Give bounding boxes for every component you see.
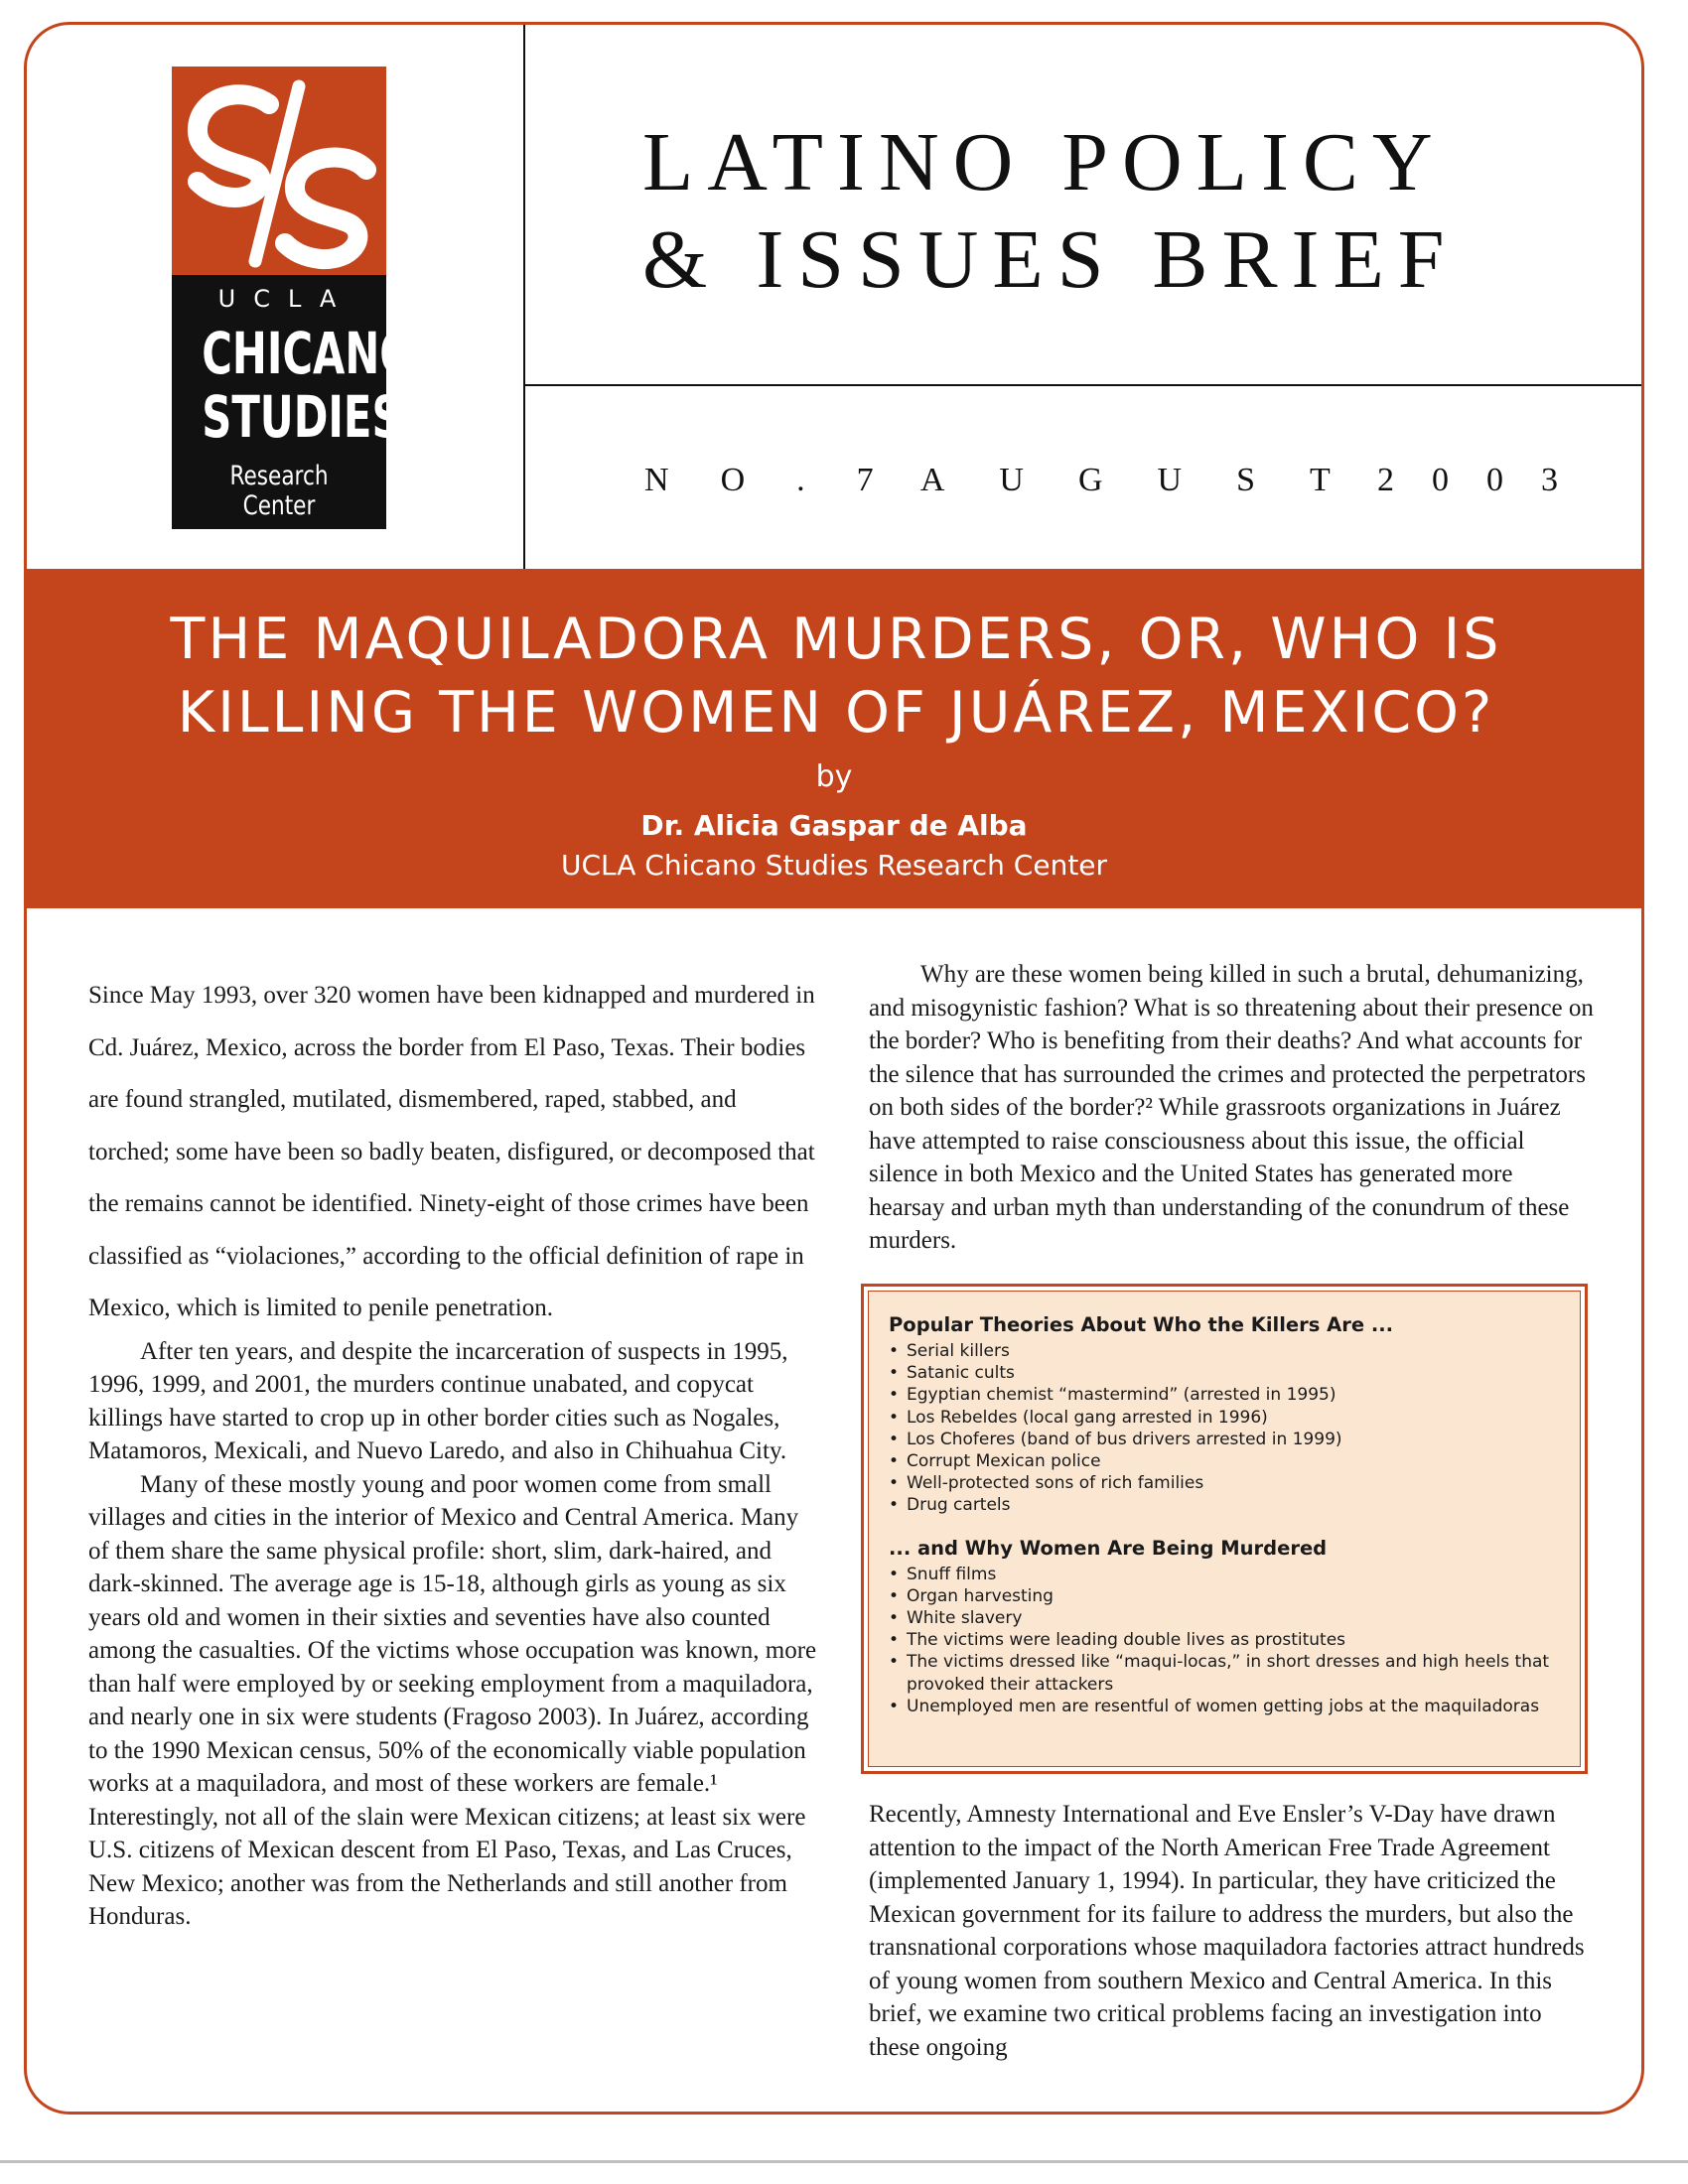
issue-year <box>1377 462 1558 499</box>
issue-char: U <box>1157 462 1183 498</box>
csrc-logo <box>172 67 415 529</box>
masthead-vertical-rule <box>523 25 525 569</box>
issue-char: 0 <box>1485 462 1503 498</box>
issue-number <box>644 462 874 499</box>
issue-char: U <box>999 462 1024 498</box>
publication-title-line2: & ISSUES BRIEF <box>642 213 1459 306</box>
body-paragraph: Why are these women being killed in such a brutal, dehumanizing, and misogynistic fashion? What is so threatening about their presence on the border? Who is benefiting from their deaths? And what accounts for the silence that has surrounded the crimes and protected the perpetrators on both sides of the border?² While grassroots organizations in Juárez have attempted to raise consciousness about this issue, the official silence in both Mexico and the United States has generated more hearsay and urban myth than understanding of the conundrum of these murders. <box>869 961 1594 1254</box>
issue-char: S <box>1236 462 1255 498</box>
body-paragraph: Many of these mostly young and poor women come from small villages and cities in the interior of Mexico and Central America. Many of them share the same physical profile: short, slim, dark-haired, and dark-skinned. The average age is 15-18, although girls as young as six years old and women in their sixties and seventies have also counted among the casualties. Of the victims whose occupation was known, more than half were employed by or seeking employment from a maquiladora, and nearly one in six were students (Fragoso 2003). In Juárez, according to the 1990 Mexican census, 50% of the economically viable population works at a maquiladora, and most of these workers are female.¹ Interestingly, not all of the slain were Mexican citizens; at least six were U.S. citizens of Mexican descent from El Paso, Texas, and Las Cruces, New Mexico; another was from the Netherlands and still another from Honduras. <box>88 1470 817 1930</box>
masthead <box>27 25 1641 569</box>
issue-month <box>920 462 1331 499</box>
body-paragraph: After ten years, and despite the incarceration of suspects in 1995, 1996, 1999, and 2001, the murders continue unabated, and copycat killings have started to crop up in other border cities such as Nogales, Matamoros, Mexicali, and Nuevo Laredo, and also in Chihuahua City. <box>88 1337 788 1464</box>
page-frame <box>24 22 1644 2115</box>
author-affiliation: UCLA Chicano Studies Research Center <box>560 849 1108 882</box>
article-title-line1: THE MAQUILADORA MURDERS, OR, WHO IS <box>170 607 1502 672</box>
theories-list <box>889 1340 1558 1517</box>
issue-char: T <box>1310 462 1331 498</box>
list-item: • The victims were leading double lives as prostitutes <box>889 1629 1558 1651</box>
logo-research-center: Research Center <box>229 461 329 521</box>
issue-char: N <box>644 462 669 498</box>
right-column-bottom <box>869 1798 1594 2064</box>
list-item: • The victims dressed like “maqui-locas,” in short dresses and high heels that provoked their attackers <box>889 1651 1558 1695</box>
sidebar-content <box>868 1291 1581 1767</box>
byline: by <box>815 759 853 794</box>
publication-title <box>642 114 1556 309</box>
sidebar-heading-reasons: ... and Why Women Are Being Murdered <box>889 1536 1328 1560</box>
logo-mark <box>172 67 386 275</box>
issue-line <box>644 462 1558 499</box>
issue-char: 0 <box>1431 462 1449 498</box>
sidebar-heading-killers: Popular Theories About Who the Killers Are ... <box>889 1313 1394 1336</box>
issue-char: O <box>720 462 746 498</box>
article-title-banner <box>27 569 1641 908</box>
body-paragraph: Recently, Amnesty International and Eve Ensler’s V-Day have drawn attention to the impact of the North American Free Trade Agreement (implemented January 1, 1994). In particular, they have criticized the Mexican government for its failure to address the murders, but also the transnational corporations whose maquiladora factories attract hundreds of young women from southern Mexico and Central America. In this brief, we examine two critical problems facing an investigation into these ongoing <box>869 1801 1585 2061</box>
issue-char: 2 <box>1376 462 1394 498</box>
list-item: • Los Rebeldes (local gang arrested in 1996) <box>889 1407 1558 1429</box>
list-item: • Organ harvesting <box>889 1585 1558 1607</box>
list-item: • Unemployed men are resentful of women getting jobs at the maquiladoras <box>889 1696 1558 1717</box>
issue-char: . <box>796 462 805 498</box>
list-item: • Corrupt Mexican police <box>889 1450 1558 1472</box>
list-item: • Snuff films <box>889 1564 1558 1585</box>
logo-ucla: UCLA <box>217 285 354 313</box>
cs-mark-icon <box>172 67 386 275</box>
list-item: • Drug cartels <box>889 1494 1558 1516</box>
list-item: • Egyptian chemist “mastermind” (arrested in 1995) <box>889 1384 1558 1406</box>
issue-char: 7 <box>856 462 874 498</box>
left-column <box>88 970 823 1934</box>
list-item: • Well-protected sons of rich families <box>889 1472 1558 1494</box>
theories-sidebar <box>861 1284 1588 1774</box>
masthead-horizontal-rule <box>525 384 1644 386</box>
article-title-line2: KILLING THE WOMEN OF JUÁREZ, MEXICO? <box>177 680 1495 746</box>
logo-chicano: CHICANO <box>202 320 415 387</box>
list-item: • Serial killers <box>889 1340 1558 1362</box>
right-column-top <box>869 958 1594 1258</box>
issue-char: 3 <box>1540 462 1558 498</box>
logo-studies: STUDIES <box>202 383 402 451</box>
body-paragraph: Since May 1993, over 320 women have been kidnapped and murdered in Cd. Juárez, Mexico, across the border from El Paso, Texas. Their bodies are found strangled, mutilated, dismembered, raped, stabbed, and torched; some have been so badly beaten, disfigured, or decomposed that the remains cannot be identified. Ninety-eight of those crimes have been classified as “violaciones,” according to the official definition of rape in Mexico, which is limited to penile penetration. <box>88 982 815 1321</box>
issue-char: A <box>919 462 945 498</box>
publication-title-line1: LATINO POLICY <box>642 116 1447 208</box>
logo-wordmark <box>172 275 415 529</box>
reasons-list <box>889 1564 1558 1717</box>
article-title <box>86 603 1586 750</box>
issue-char: G <box>1077 462 1103 498</box>
list-item: • Satanic cults <box>889 1362 1558 1384</box>
page-bottom-rule <box>0 2160 1688 2163</box>
author-name: Dr. Alicia Gaspar de Alba <box>640 809 1028 842</box>
list-item: • White slavery <box>889 1607 1558 1629</box>
list-item: • Los Choferes (band of bus drivers arrested in 1999) <box>889 1429 1558 1450</box>
